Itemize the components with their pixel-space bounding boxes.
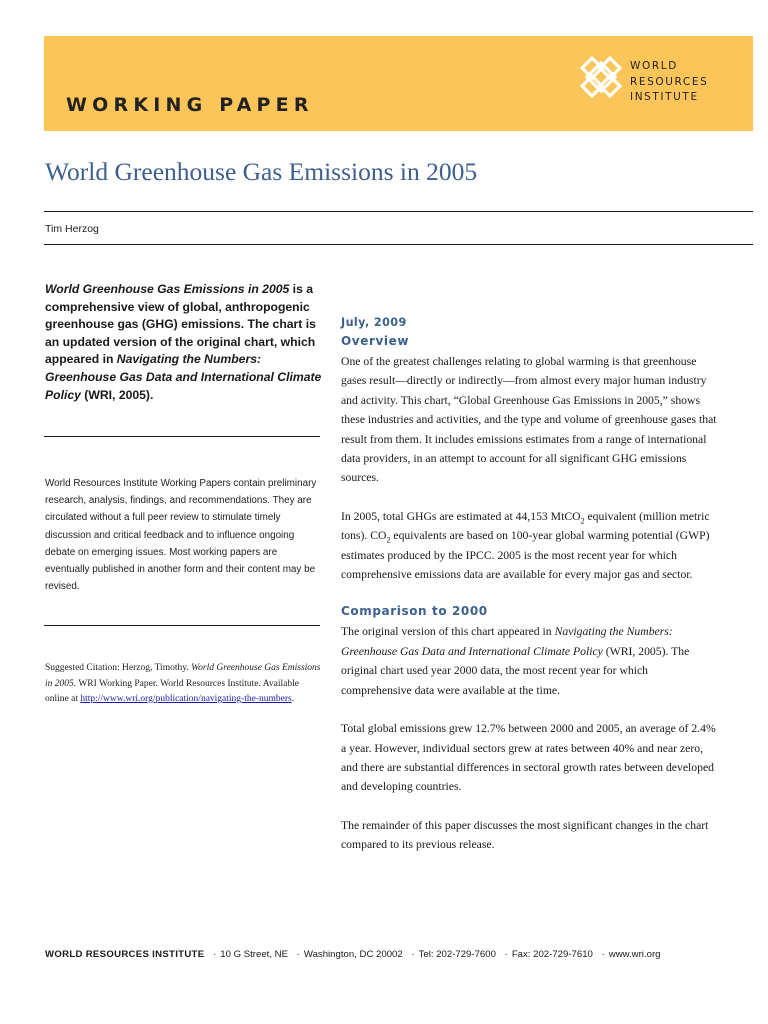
logo-line: INSTITUTE (630, 91, 699, 103)
citation-text: WRI Working Paper. World Resources Institute. Available online at (45, 678, 299, 704)
wri-logo-text (630, 59, 708, 106)
footer-address: 10 G Street, NE (220, 949, 288, 960)
logo-line: WORLD (630, 60, 678, 72)
logo-line: RESOURCES (630, 75, 709, 88)
text-run: The original version of this chart appeared in (341, 625, 555, 639)
comparison-paragraph-3: The remainder of this paper discusses the most significant changes in the chart compared to its previous release. (341, 818, 709, 852)
abstract (45, 281, 325, 404)
working-paper-disclaimer: World Resources Institute Working Papers contain preliminary research, analysis, findings, and recommendations. They are circulated without a full peer review to stimulate timely discussion and critical feedback and to influence ongoing debate on emerging issues. Most working papers are eventually published in another form and their content may be revised. (45, 478, 317, 593)
abstract-divider (44, 436, 320, 437)
footer-fax: Fax: 202-729-7610 (511, 949, 593, 960)
abstract-text-end: (WRI, 2005). (80, 387, 154, 402)
footer-tel: Tel: 202-729-7600 (418, 949, 496, 960)
comparison-heading: Comparison to 2000 (341, 604, 488, 619)
citation-prefix: Suggested Citation: Herzog, Timothy. (45, 663, 192, 673)
abstract-reference: Navigating the Numbers: Greenhouse Gas Data and International Climate Policy (45, 352, 322, 402)
footer-web: www.wri.org (608, 949, 661, 960)
main-column (341, 316, 721, 855)
disclaimer-divider (44, 625, 320, 626)
suggested-citation (45, 661, 325, 708)
publication-date: July, 2009 (341, 316, 407, 329)
comparison-paragraph-2: Total global emissions grew 12.7% between 2000 and 2005, an average of 2.4% a year. However, individual sectors grew at rates between 40% and near zero, and there are substantial differences in sectoral growth rates between developed and developing countries. (341, 722, 716, 794)
footer-separator: · (504, 949, 508, 960)
overview-paragraph-1: One of the greatest challenges relating to global warming is that greenhouse gases result—directly or indirectly—from almost every major human industry and activity. This chart, “Global Greenhouse Gas Emissions in 2005,” shows these industries and activities, and the type and volume of greenhouse gases that result from them. It includes emissions estimates from a range of international data providers, in an attempt to account for all significant GHG emissions sources. (341, 355, 717, 485)
wri-knot-logo-icon (580, 56, 622, 98)
abstract-title: World Greenhouse Gas Emissions in 2005 (45, 282, 290, 296)
author-divider (44, 244, 753, 245)
text-run: In 2005, total GHGs are estimated at 44,153 MtCO (341, 509, 581, 523)
footer-separator: · (213, 949, 217, 960)
subscript: 2 (386, 535, 391, 545)
comparison-paragraph-1 (341, 622, 721, 700)
document-title: World Greenhouse Gas Emissions in 2005 (45, 157, 478, 186)
abstract-text: is a comprehensive view of global, anthropogenic greenhouse gas (GHG) emissions. The chart is an updated version of the original chart, which appeared in (45, 282, 316, 367)
subscript: 2 (580, 516, 585, 526)
footer-separator: · (411, 949, 415, 960)
text-run: equivalents are based on 100-year global warming potential (GWP) estimates produced by the IPCC. 2005 is the most recent year for which comprehensive emissions data are available for every major gas and sector. (341, 529, 710, 582)
reference-title: Navigating the Numbers: Greenhouse Gas Data and International Climate Policy (341, 625, 673, 658)
title-divider (44, 211, 753, 212)
footer-city: Washington, DC 20002 (303, 949, 403, 960)
footer-org: WORLD RESOURCES INSTITUTE (45, 949, 205, 960)
overview-paragraph-2 (341, 507, 721, 585)
working-paper-label: WORKING PAPER (66, 94, 314, 116)
text-run: equivalent (million metric tons). CO (341, 509, 710, 543)
footer-separator: · (296, 949, 300, 960)
text-run: (WRI, 2005). The original chart used year 2000 data, the most recent year for which comprehensive data were available at the time. (341, 644, 690, 697)
footer-separator: · (601, 949, 605, 960)
citation-suffix: . (291, 694, 295, 704)
page-footer (45, 949, 660, 960)
author-name: Tim Herzog (45, 223, 99, 235)
citation-link[interactable]: http://www.wri.org/publication/navigating-the-numbers (80, 694, 292, 704)
overview-heading: Overview (341, 334, 410, 348)
citation-title: World Greenhouse Gas Emissions in 2005. (45, 663, 321, 689)
